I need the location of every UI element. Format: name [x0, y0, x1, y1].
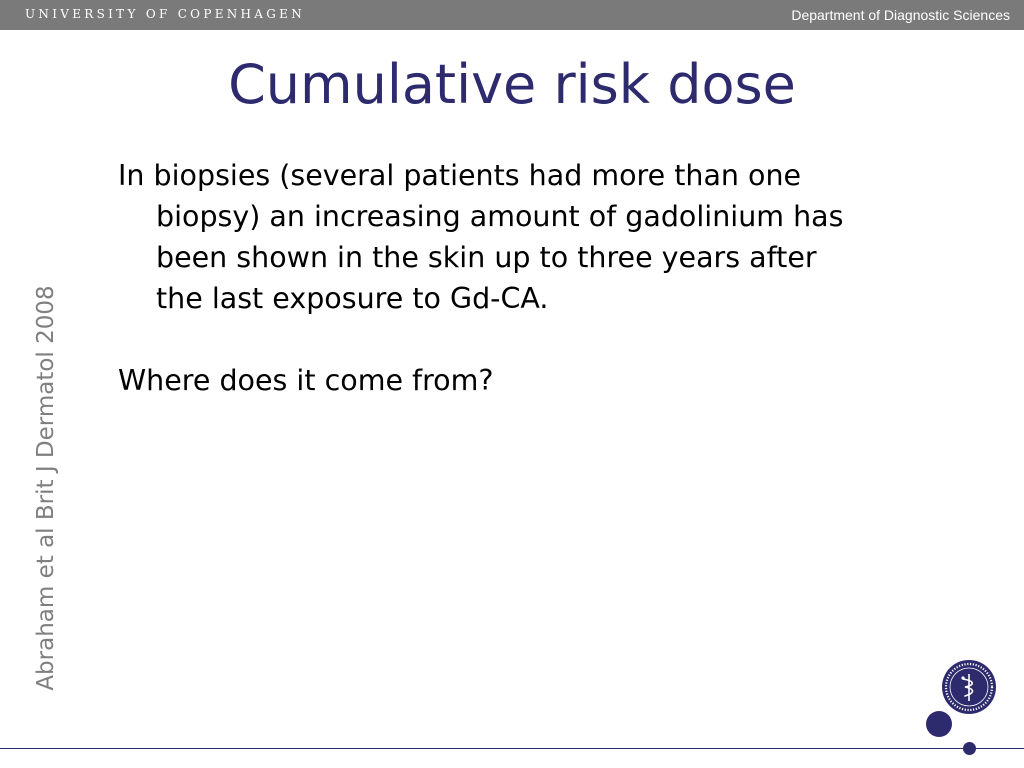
university-name: UNIVERSITY OF COPENHAGEN [25, 7, 306, 21]
decorative-dot-large [926, 711, 952, 737]
header-bar [0, 0, 1024, 30]
slide-title: Cumulative risk dose [228, 53, 796, 116]
decorative-dot-small [963, 742, 976, 755]
slide-body [118, 155, 858, 401]
side-citation: Abraham et al Brit J Dermatol 2008 [33, 285, 59, 691]
bottom-divider [0, 748, 1024, 749]
university-seal-icon [941, 659, 997, 715]
body-question: Where does it come from? [118, 364, 494, 397]
department-name: Department of Diagnostic Sciences [791, 7, 1010, 23]
body-paragraph: In biopsies (several patients had more than one biopsy) an increasing amount of gadolinium has been shown in the skin up to three years after the last exposure to Gd-CA. [118, 159, 844, 315]
